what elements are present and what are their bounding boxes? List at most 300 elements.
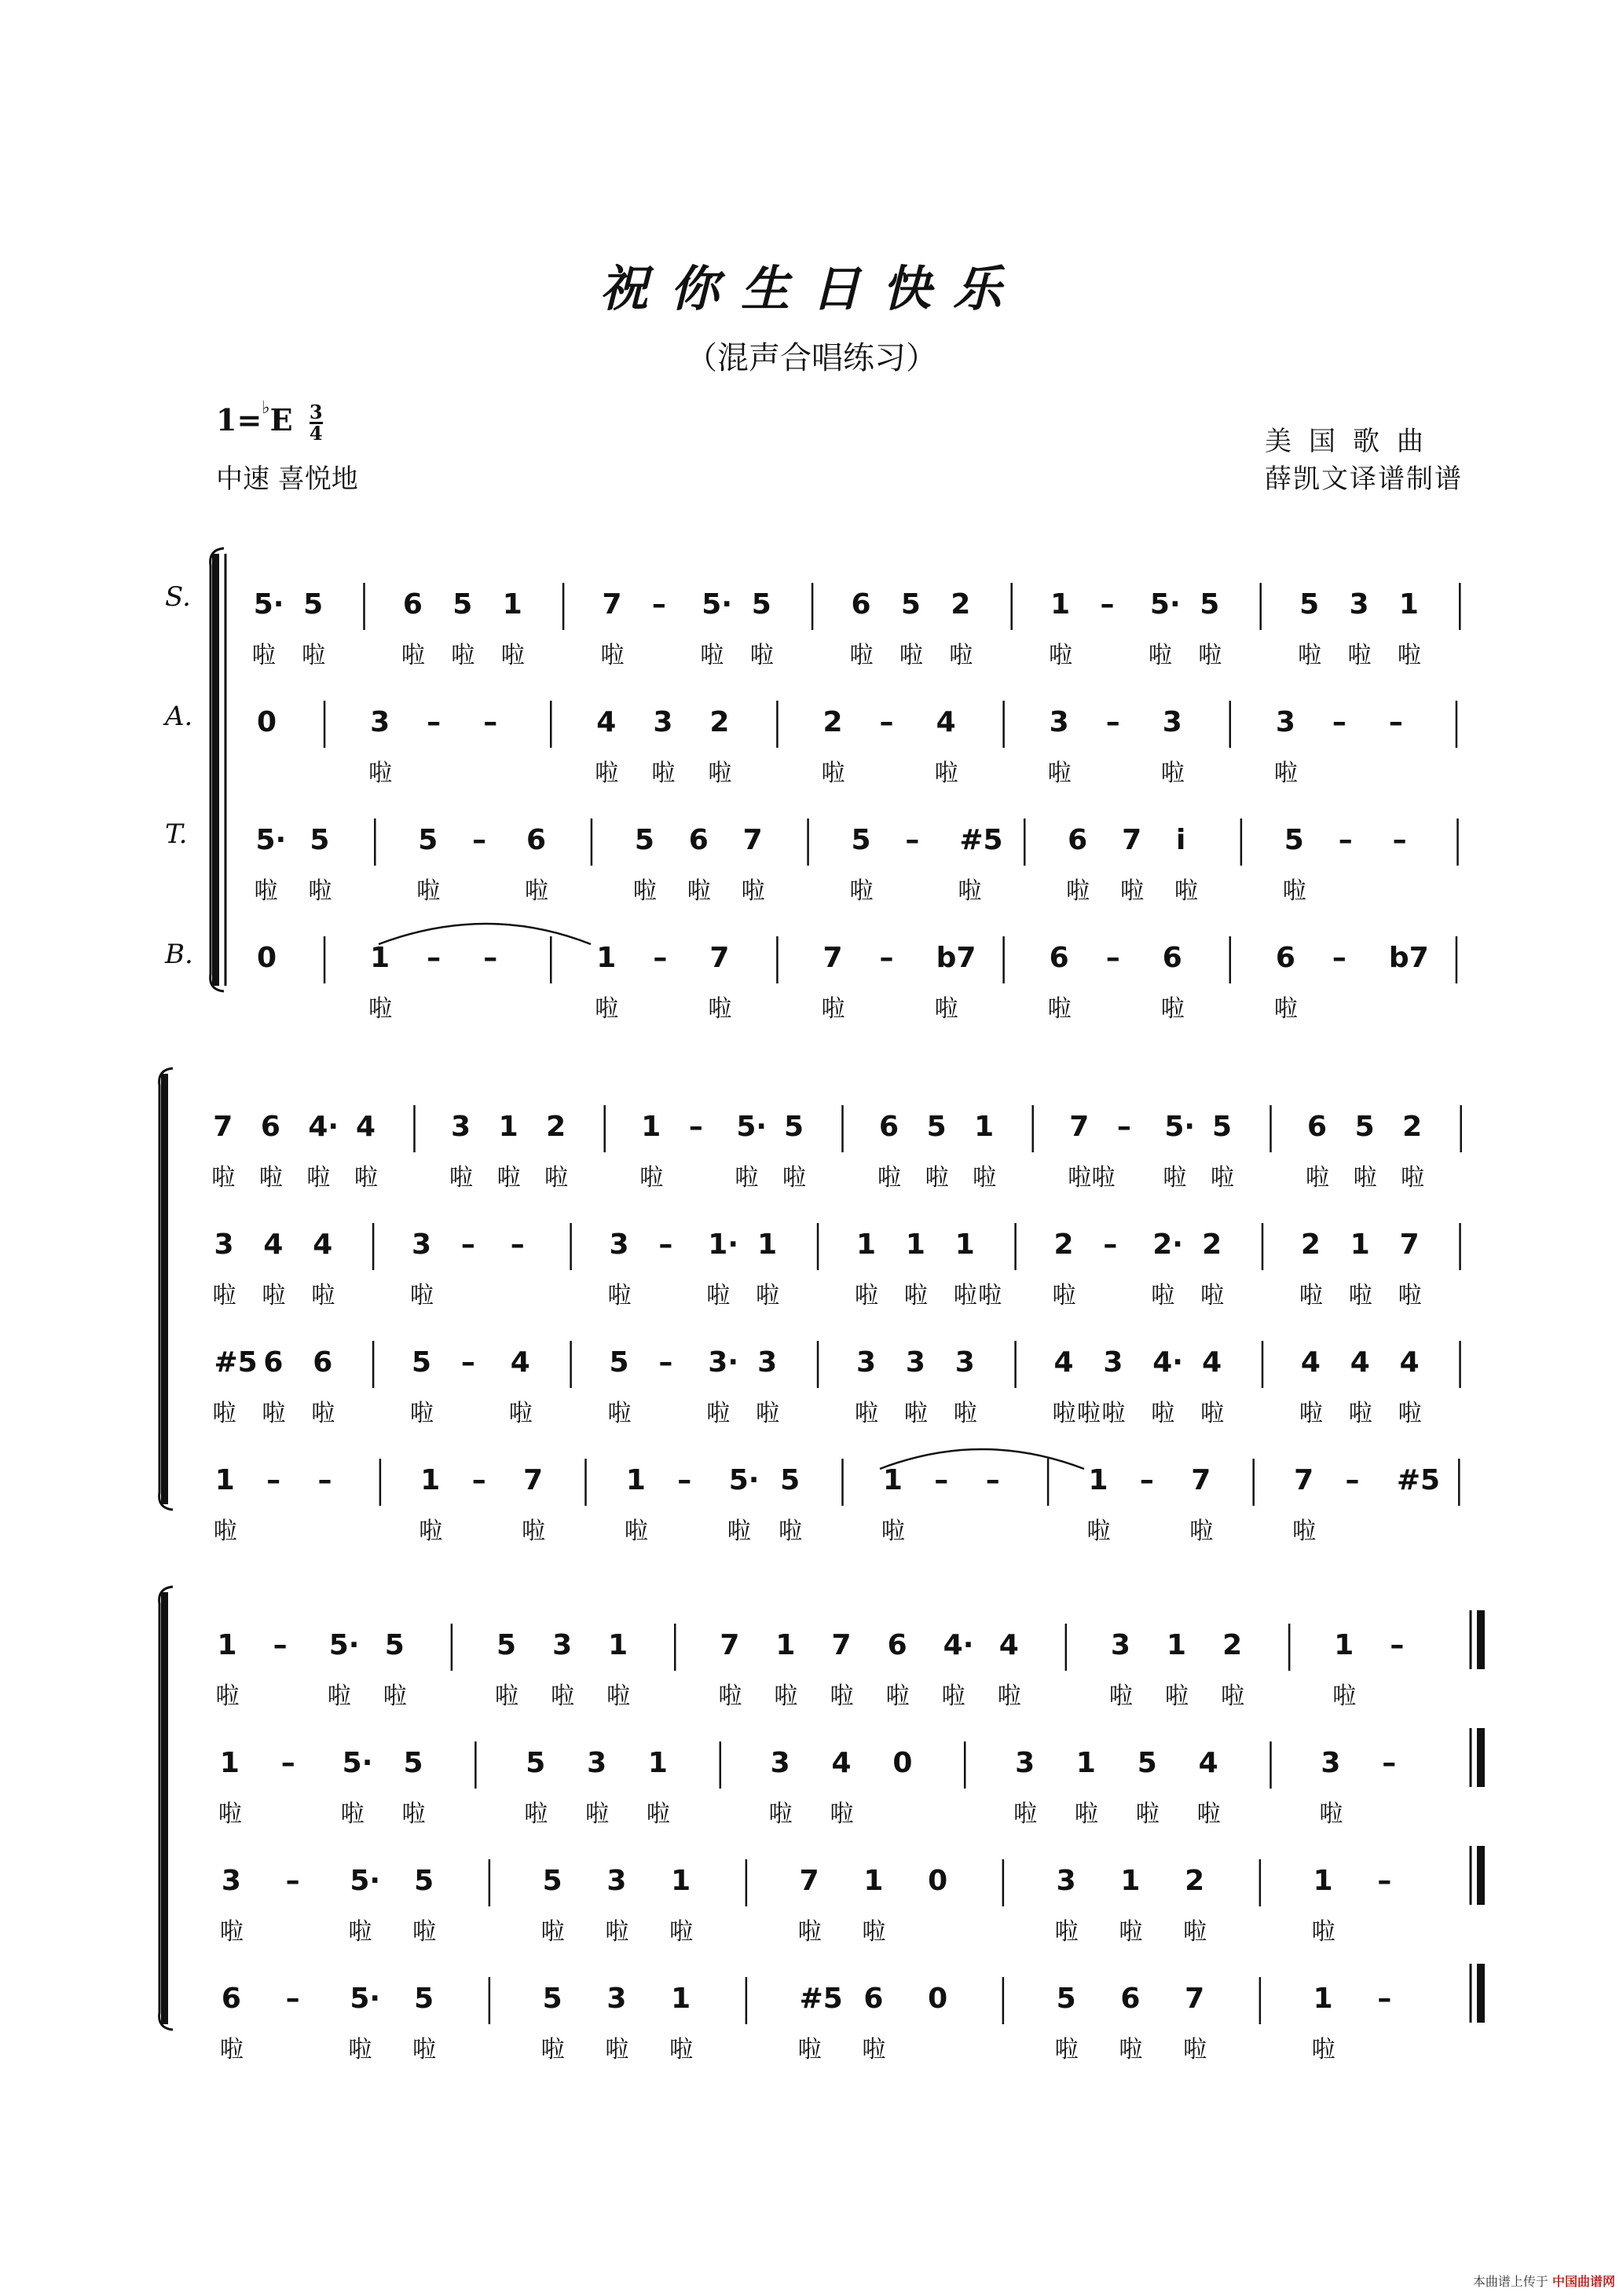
note: 5· [253,588,284,621]
note: 1 [625,1464,646,1496]
note: 7 [213,1111,233,1143]
note: – [1116,1111,1131,1143]
lyric-syllable: 啦 [306,1164,331,1192]
note: 3 [411,1229,432,1261]
note: 6 [1068,824,1088,856]
lyric-syllable: 啦 [595,995,619,1023]
lyric-syllable: 啦 [1119,2036,1143,2063]
note: 2 [822,706,843,738]
note: 5· [342,1747,373,1779]
note: 3 [1110,1629,1130,1661]
lyric-syllable: 啦 [899,642,923,669]
note: 1 [420,1464,441,1496]
note: 1 [1350,1229,1370,1261]
lyric-syllable: 啦 [1200,1400,1225,1427]
note: – [651,588,666,621]
note: 5 [452,588,473,621]
note: – [985,1464,1000,1496]
lyric-syllable: 啦 [718,1683,742,1710]
lyric-syllable: 啦 [885,1683,910,1710]
lyric-syllable: 啦 [522,1518,546,1545]
note: 6 [263,1346,284,1379]
lyric-syllable: 啦 [1210,1164,1234,1192]
note: 0 [928,1983,948,2015]
lyric-syllable: 啦 [849,877,874,905]
lyric-syllable: 啦 [607,1400,632,1427]
note: 1 [671,1865,691,1897]
note: – [280,1747,295,1779]
lyric-syllable: 啦 [768,1800,793,1828]
note: 5· [350,1865,381,1897]
footer-text: 本曲谱上传于 [1472,2274,1548,2289]
note: 1· [708,1229,739,1261]
lyric-syllable: 啦 [1282,877,1306,905]
note: 6 [1275,942,1295,974]
note: – [1100,588,1115,621]
key-prefix: 1= [216,402,262,438]
system-1-bracket [211,548,225,991]
system-2-bracket [159,1068,173,1510]
lyric-syllable: 啦 [1052,1282,1076,1309]
note: i [1175,824,1186,856]
note: – [460,1229,475,1261]
note: 0 [257,706,277,738]
note: 1 [641,1111,661,1143]
lyric-syllable: 啦 [544,1164,569,1192]
note: 5· [702,588,733,621]
note: – [934,1464,949,1496]
note: 1 [954,1229,975,1261]
lyric-syllable: 啦 [708,760,732,787]
lyric-syllable: 啦 [419,1518,443,1545]
part-label-alto: A. [165,701,193,732]
lyric-syllable: 啦 [1348,1282,1372,1309]
lyric-syllable: 啦 [1091,1164,1116,1192]
key-flat: ♭ [262,397,270,419]
note: 5 [1299,588,1320,621]
note: 6 [1120,1983,1141,2015]
note: 1 [647,1747,668,1779]
lyric-syllable: 啦 [585,1800,610,1828]
note: 5 [1284,824,1304,856]
note: – [471,1464,486,1496]
lyric-syllable: 啦 [624,1518,648,1545]
lyric-syllable: 啦 [1049,642,1073,669]
lyric-syllable: 啦 [508,1400,533,1427]
note: 5· [350,1983,381,2015]
lyric-syllable: 啦 [212,1282,236,1309]
lyric-syllable: 啦 [749,642,774,669]
note: 4 [596,706,617,738]
note: 1 [1120,1865,1141,1897]
note: 6 [526,824,547,856]
note: – [317,1464,332,1496]
note: 6 [887,1629,907,1661]
lyric-syllable: 啦 [605,1918,629,1946]
lyric-syllable: 啦 [1273,760,1298,787]
lyric-syllable: 啦 [500,642,525,669]
lyric-syllable: 啦 [595,760,619,787]
note: – [266,1464,281,1496]
lyric-syllable: 啦 [416,877,441,905]
note: b7 [1388,942,1429,974]
note: 7 [1294,1464,1314,1496]
lyric-syllable: 啦 [797,1918,822,1946]
lyric-syllable: 啦 [251,642,276,669]
lyric-syllable: 啦 [327,1683,351,1710]
lyric-syllable: 啦 [849,642,874,669]
note: 4· [308,1111,339,1143]
lyric-syllable: 啦 [706,1400,731,1427]
note: 4 [1198,1747,1218,1779]
lyric-syllable: 啦 [934,760,958,787]
lyric-syllable: 啦 [978,1282,1002,1309]
lyric-syllable: 啦 [953,1400,977,1427]
note: 1 [498,1111,518,1143]
lyric-syllable: 啦 [1292,1518,1317,1545]
lyric-syllable: 啦 [1160,760,1185,787]
note: 5· [728,1464,760,1496]
note: 1 [974,1111,995,1143]
lyric-syllable: 啦 [735,1164,759,1192]
note: 0 [928,1865,948,1897]
note: 5 [780,1464,801,1496]
lyric-syllable: 啦 [1221,1683,1245,1710]
note: 7 [1399,1229,1420,1261]
lyric-syllable: 啦 [1353,1164,1377,1192]
lyric-syllable: 啦 [308,877,332,905]
note: 5 [411,1346,432,1379]
note: 4 [998,1629,1019,1661]
note: 5 [310,824,330,856]
note: 1 [370,942,390,974]
note: 3 [1321,1747,1341,1779]
note: – [510,1229,525,1261]
lyric-syllable: 啦 [821,995,845,1023]
lyric-syllable: 啦 [756,1400,780,1427]
note: 7 [523,1464,544,1496]
lyric-syllable: 啦 [903,1282,928,1309]
lyric-syllable: 啦 [496,1164,521,1192]
note: 4 [831,1747,852,1779]
note: 3 [370,706,390,738]
lyric-syllable: 啦 [401,642,425,669]
note: 2 [546,1111,566,1143]
lyric-syllable: 啦 [1068,1164,1092,1192]
lyric-syllable: 啦 [1135,1800,1160,1828]
note: 4 [263,1229,284,1261]
lyric-syllable: 啦 [708,995,732,1023]
lyric-syllable: 啦 [756,1282,780,1309]
note: 1 [596,942,617,974]
note: 2 [1053,1229,1074,1261]
note: 1 [1313,1983,1333,2015]
note: 5 [403,1747,423,1779]
lyric-syllable: 啦 [1311,2036,1335,2063]
note: – [483,706,498,738]
note: – [1105,706,1120,738]
note: 6 [1307,1111,1328,1143]
note: 7 [1185,1983,1205,2015]
lyric-syllable: 啦 [903,1400,928,1427]
note: 5 [303,588,324,621]
note: 2 [1300,1229,1321,1261]
system-3-bracket [159,1587,173,2030]
lyric-syllable: 啦 [262,1400,286,1427]
note: 6 [1162,942,1182,974]
note: – [1105,942,1120,974]
note: – [1103,1229,1118,1261]
note: 4 [510,1346,530,1379]
note: 3 [606,1865,627,1897]
note: 1 [1050,588,1071,621]
note: 4 [313,1229,333,1261]
lyric-syllable: 啦 [646,1800,670,1828]
note: 2 [951,588,971,621]
note: – [1345,1464,1360,1496]
lyric-syllable: 啦 [1108,1683,1133,1710]
lyric-syllable: 啦 [262,1282,286,1309]
lyric-syllable: 啦 [213,1518,237,1545]
lyric-syllable: 啦 [311,1282,335,1309]
lyric-syllable: 啦 [854,1282,878,1309]
note: 7 [602,588,622,621]
lyric-syllable: 啦 [727,1518,751,1545]
note: 3 [1049,706,1069,738]
note: 6 [863,1983,884,2015]
lyric-syllable: 啦 [1119,1918,1143,1946]
note: 5· [328,1629,360,1661]
lyric-syllable: 啦 [409,1282,434,1309]
lyric-syllable: 啦 [1054,2036,1079,2063]
note: 3 [1349,588,1369,621]
lyric-syllable: 啦 [1200,1282,1225,1309]
note: 5 [634,824,654,856]
time-numerator: 3 [309,401,323,423]
part-label-bass: B. [165,939,193,970]
lyric-syllable: 啦 [1086,1518,1111,1545]
lyric-syllable: 啦 [1183,1918,1207,1946]
note: 3 [954,1346,975,1379]
lyric-syllable: 啦 [1174,877,1198,905]
lyric-syllable: 啦 [525,877,549,905]
note: 2 [1185,1865,1205,1897]
lyric-syllable: 啦 [1347,642,1372,669]
lyric-syllable: 啦 [1273,995,1298,1023]
note: – [658,1229,673,1261]
note: – [1392,824,1407,856]
note: – [460,1346,475,1379]
page-title: 祝你生日快乐 [599,260,1024,317]
note: 5 [414,1865,434,1897]
footer [1473,2272,1615,2290]
lyric-syllable: 啦 [1076,1400,1101,1427]
note: 0 [892,1747,913,1779]
lyric-syllable: 啦 [409,1400,434,1427]
note: 5 [418,824,438,856]
note: 4 [1350,1346,1370,1379]
note: – [1332,942,1346,974]
note: 1 [905,1229,925,1261]
note: 7 [831,1629,852,1661]
footer-logo: 中国曲谱网 [1552,2274,1615,2289]
lyric-syllable: 啦 [830,1683,854,1710]
lyric-syllable: 啦 [651,760,676,787]
note: – [1338,824,1353,856]
final-barline [1471,1610,1485,2023]
lyric-syllable: 啦 [540,1918,565,1946]
lyric-syllable: 啦 [632,877,657,905]
note: 4 [936,706,956,738]
lyric-syllable: 啦 [340,1800,365,1828]
lyric-syllable: 啦 [1074,1800,1098,1828]
note: – [677,1464,692,1496]
note: – [879,942,894,974]
note: 3 [552,1629,573,1661]
lyric-syllable: 啦 [1332,1683,1357,1710]
note: 7 [720,1629,740,1661]
note: 3 [587,1747,607,1779]
note: 4· [1152,1346,1183,1379]
note: #5 [214,1346,258,1379]
note: 3 [757,1346,778,1379]
note: 5 [496,1629,517,1661]
lyric-syllable: 啦 [1189,1518,1214,1545]
lyric-syllable: 啦 [258,1164,283,1192]
lyric-syllable: 啦 [934,995,958,1023]
note: 6 [879,1111,899,1143]
lyric-syllable: 啦 [215,1683,240,1710]
note: 1 [608,1629,628,1661]
note: 5 [384,1629,405,1661]
note: 1 [219,1747,240,1779]
lyric-syllable: 啦 [774,1683,798,1710]
note: 7 [799,1865,819,1897]
lyric-syllable: 啦 [862,1918,886,1946]
note: 5 [1137,1747,1157,1779]
note: 5 [900,588,921,621]
note: 3 [905,1346,925,1379]
lyric-syllable: 啦 [1052,1400,1076,1427]
note: 5 [1211,1111,1232,1143]
lyric-syllable: 啦 [669,2036,694,2063]
note: 6 [688,824,709,856]
note: – [1377,1865,1392,1897]
note: 5 [1056,1983,1076,2015]
lyric-syllable: 啦 [212,1400,236,1427]
tie-arc [880,1449,1084,1469]
lyric-syllable: 啦 [1120,877,1145,905]
note: 3 [1275,706,1295,738]
lyric-syllable: 啦 [1398,1400,1422,1427]
note: 1 [217,1629,237,1661]
note: 7 [1191,1464,1211,1496]
lyric-syllable: 啦 [706,1282,731,1309]
lyric-syllable: 啦 [1401,1164,1425,1192]
note: – [472,824,487,856]
lyric-syllable: 啦 [368,760,393,787]
note: 5 [542,1983,562,2015]
lyric-syllable: 啦 [1160,995,1185,1023]
lyric-syllable: 啦 [639,1164,664,1192]
lyric-syllable: 啦 [412,2036,437,2063]
lyric-syllable: 啦 [219,2036,244,2063]
lyric-syllable: 啦 [451,642,475,669]
lyric-syllable: 啦 [669,1918,694,1946]
lyric-syllable: 啦 [1054,1918,1079,1946]
note: – [285,1865,300,1897]
lyric-syllable: 啦 [700,642,724,669]
lyric-syllable: 啦 [605,2036,629,2063]
note: 7 [1069,1111,1090,1143]
note: 5 [851,824,871,856]
note: 1 [502,588,522,621]
lyric-syllable: 啦 [1148,642,1172,669]
note: – [1388,706,1403,738]
note: – [427,706,441,738]
note: 1 [1075,1747,1096,1779]
note: – [273,1629,288,1661]
lyric-syllable: 啦 [1151,1400,1175,1427]
note: 3 [214,1229,234,1261]
note: 4 [1300,1346,1321,1379]
lyric-syllable: 啦 [348,2036,372,2063]
note: 1 [214,1464,235,1496]
note: 3· [708,1346,739,1379]
note: 4 [1399,1346,1420,1379]
lyric-syllable: 啦 [412,1918,437,1946]
note: 5 [1200,588,1220,621]
lyric-syllable: 啦 [1151,1282,1175,1309]
lyric-syllable: 啦 [782,1164,806,1192]
note: 5 [526,1747,546,1779]
note: 5· [255,824,287,856]
note: 1 [855,1229,876,1261]
note: 6 [1049,942,1069,974]
note: 7 [822,942,843,974]
note: 5· [1149,588,1181,621]
lyric-syllable: 啦 [1047,995,1072,1023]
lyric-syllable: 啦 [1397,642,1421,669]
lyric-syllable: 啦 [494,1683,518,1710]
lyric-syllable: 啦 [941,1683,965,1710]
note: 3 [770,1747,790,1779]
lyric-syllable: 啦 [973,1164,997,1192]
note: b7 [936,942,976,974]
note: #5 [959,824,1003,856]
lyric-syllable: 啦 [607,1282,632,1309]
note: – [905,824,920,856]
note: – [879,706,894,738]
note: – [1377,1983,1392,2015]
lyric-syllable: 啦 [1183,2036,1207,2063]
note: 5· [1164,1111,1196,1143]
note: – [1332,706,1346,738]
lyric-syllable: 啦 [1319,1800,1343,1828]
lyric-syllable: 啦 [383,1683,407,1710]
note: – [427,942,441,974]
note: 6 [221,1983,241,2015]
lyric-syllable: 啦 [218,1800,242,1828]
lyric-syllable: 啦 [524,1800,548,1828]
lyric-syllable: 啦 [958,877,982,905]
lyric-syllable: 啦 [1163,1164,1187,1192]
lyric-syllable: 啦 [1348,1400,1372,1427]
note: – [483,942,498,974]
lyric-syllable: 啦 [1101,1400,1126,1427]
note: #5 [1396,1464,1441,1496]
note: 5· [736,1111,768,1143]
